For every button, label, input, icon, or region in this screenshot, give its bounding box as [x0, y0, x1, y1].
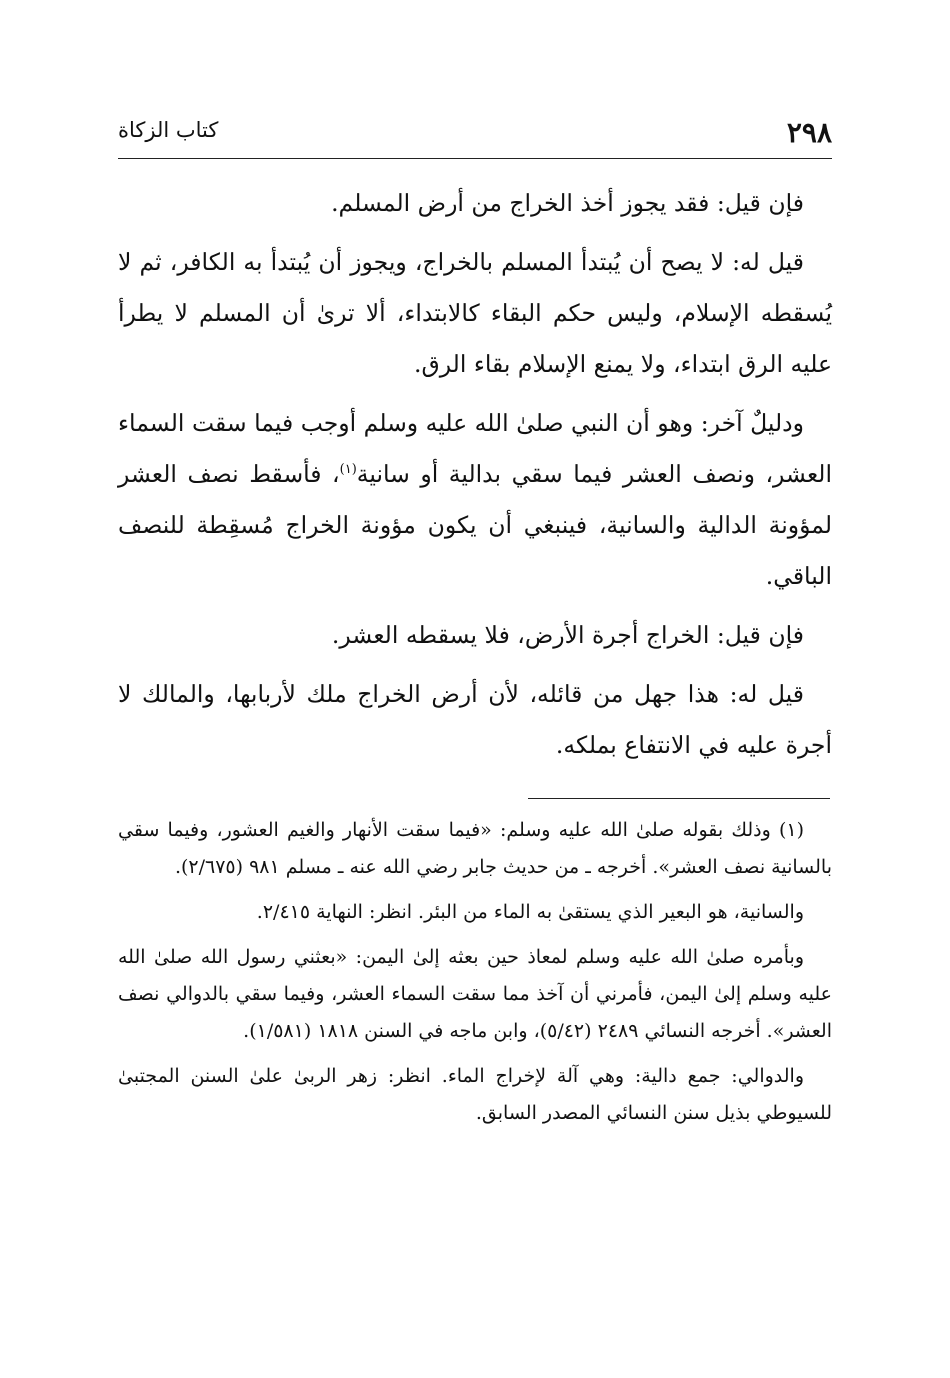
footnote-2: والسانية، هو البعير الذي يستقىٰ به الماء من البئر. انظر: النهاية ٢/٤١٥. [256, 901, 804, 923]
running-title: كتاب الزكاة [118, 118, 219, 142]
paragraph-4: فإن قيل: الخراج أجرة الأرض، فلا يسقطه العشر. [331, 621, 804, 649]
page-header [118, 112, 832, 158]
page-number: ٢٩٨ [786, 116, 832, 149]
footnote-ref-1: (١) [339, 462, 357, 478]
main-text [118, 178, 832, 779]
paragraph-3-text-b: ، فأسقط نصف العشر لمؤونة الدالية والسانية، فينبغي أن يكون مؤونة الخراج مُسقِطة للنصف الباقي. [118, 460, 832, 590]
paragraph-2: قيل له: لا يصح أن يُبتدأ المسلم بالخراج، ويجوز أن يُبتدأ به الكافر، ثم لا يُسقطه الإسلام، وليس حكم البقاء كالابتداء، ألا ترىٰ أن المسلم لا يطرأ عليه الرق ابتداء، ولا يمنع الإسلام بقاء الرق. [118, 248, 832, 378]
paragraph-1: فإن قيل: فقد يجوز أخذ الخراج من أرض المسلم. [331, 189, 804, 217]
header-rule [118, 158, 832, 159]
footnote-3: وبأمره صلىٰ الله عليه وسلم لمعاذ حين بعثه إلىٰ اليمن: «بعثني رسول الله صلىٰ الله عليه وسلم إلىٰ اليمن، فأمرني أن آخذ مما سقت السماء العشر، وفيما سقي بالدوالي نصف العشر». أخرجه النسائي ٢٤٨٩ (٥/٤٢)، وابن ماجه في السنن ١٨١٨ (١/٥٨١). [118, 946, 832, 1042]
footnote-separator [528, 798, 830, 799]
paragraph-3 [118, 398, 832, 602]
paragraph-3-text-a: ودليلٌ آخر: وهو أن النبي صلىٰ الله عليه وسلم أوجب فيما سقت السماء العشر، ونصف العشر فيما سقي بدالية أو سانية [118, 409, 832, 488]
footnote-4: والدوالي: جمع دالية: وهي آلة لإخراج الماء. انظر: زهر الربىٰ علىٰ السنن المجتبىٰ للسيوطي بذيل سنن النسائي المصدر السابق. [118, 1065, 832, 1124]
footnote-1: (١) وذلك بقوله صلىٰ الله عليه وسلم: «فيما سقت الأنهار والغيم العشور، وفيما سقي بالسانية نصف العشر». أخرجه ـ من حديث جابر رضي الله عنه ـ مسلم ٩٨١ (٢/٦٧٥). [118, 819, 832, 878]
footnotes [118, 812, 832, 1140]
paragraph-5: قيل له: هذا جهل من قائله، لأن أرض الخراج ملك لأربابها، والمالك لا أجرة عليه في الانتفاع بملكه. [118, 680, 832, 759]
